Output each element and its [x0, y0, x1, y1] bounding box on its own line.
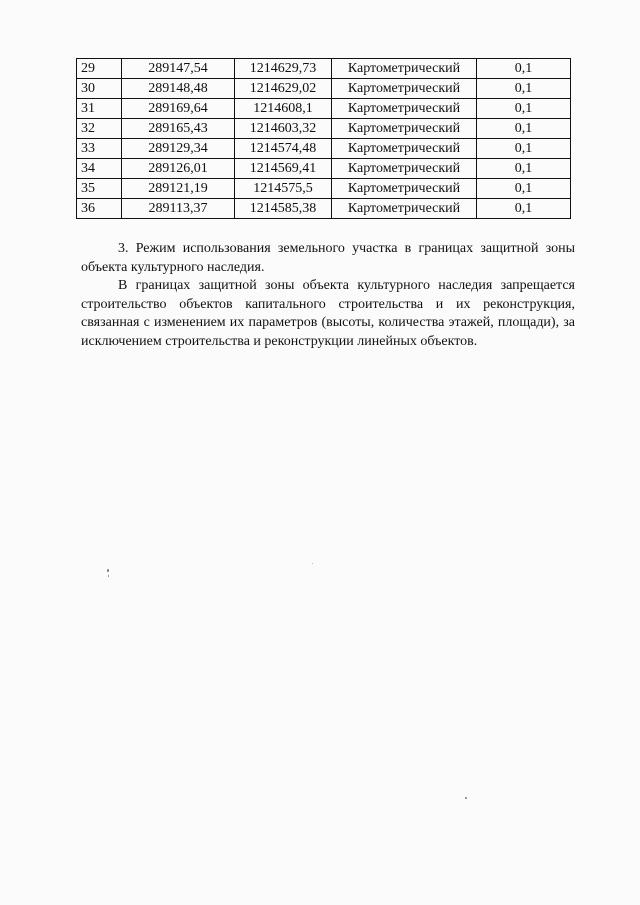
y-coordinate-cell: 1214569,41	[235, 159, 332, 179]
scan-speck	[108, 575, 109, 577]
scan-speck	[312, 563, 313, 564]
y-coordinate-cell: 1214575,5	[235, 179, 332, 199]
error-cell: 0,1	[477, 199, 571, 219]
point-number-cell: 34	[77, 159, 122, 179]
point-number-cell: 36	[77, 199, 122, 219]
error-cell: 0,1	[477, 99, 571, 119]
method-cell: Картометрический	[332, 79, 477, 99]
coordinates-table	[76, 58, 571, 219]
table-row	[77, 199, 571, 219]
method-cell: Картометрический	[332, 59, 477, 79]
error-cell: 0,1	[477, 59, 571, 79]
point-number-cell: 30	[77, 79, 122, 99]
section-3-heading-paragraph: 3. Режим использования земельного участка в границах защитной зоны объекта культурного наследия.	[81, 241, 575, 275]
y-coordinate-cell: 1214603,32	[235, 119, 332, 139]
method-cell: Картометрический	[332, 179, 477, 199]
method-cell: Картометрический	[332, 199, 477, 219]
method-cell: Картометрический	[332, 119, 477, 139]
error-cell: 0,1	[477, 159, 571, 179]
table-row	[77, 159, 571, 179]
y-coordinate-cell: 1214629,73	[235, 59, 332, 79]
point-number-cell: 31	[77, 99, 122, 119]
x-coordinate-cell: 289126,01	[122, 159, 235, 179]
point-number-cell: 33	[77, 139, 122, 159]
table-row	[77, 59, 571, 79]
x-coordinate-cell: 289148,48	[122, 79, 235, 99]
method-cell: Картометрический	[332, 99, 477, 119]
table-row	[77, 99, 571, 119]
y-coordinate-cell: 1214574,48	[235, 139, 332, 159]
y-coordinate-cell: 1214585,38	[235, 199, 332, 219]
error-cell: 0,1	[477, 139, 571, 159]
scan-speck	[465, 797, 467, 799]
table-row	[77, 139, 571, 159]
x-coordinate-cell: 289121,19	[122, 179, 235, 199]
x-coordinate-cell: 289165,43	[122, 119, 235, 139]
x-coordinate-cell: 289147,54	[122, 59, 235, 79]
error-cell: 0,1	[477, 119, 571, 139]
table-row	[77, 179, 571, 199]
table-row	[77, 119, 571, 139]
x-coordinate-cell: 289129,34	[122, 139, 235, 159]
point-number-cell: 35	[77, 179, 122, 199]
table-row	[77, 79, 571, 99]
y-coordinate-cell: 1214608,1	[235, 99, 332, 119]
point-number-cell: 29	[77, 59, 122, 79]
coordinates-table-body	[77, 59, 571, 219]
section-3-body-paragraph: В границах защитной зоны объекта культурного наследия запрещается строительство объектов капитального строительства и их реконструкция, связанная с изменением их параметров (высоты, количества этажей, площади), за исключением строительства и реконструкции линейных объектов.	[81, 278, 575, 349]
y-coordinate-cell: 1214629,02	[235, 79, 332, 99]
method-cell: Картометрический	[332, 139, 477, 159]
error-cell: 0,1	[477, 79, 571, 99]
scan-speck	[107, 569, 109, 572]
point-number-cell: 32	[77, 119, 122, 139]
x-coordinate-cell: 289113,37	[122, 199, 235, 219]
method-cell: Картометрический	[332, 159, 477, 179]
error-cell: 0,1	[477, 179, 571, 199]
x-coordinate-cell: 289169,64	[122, 99, 235, 119]
